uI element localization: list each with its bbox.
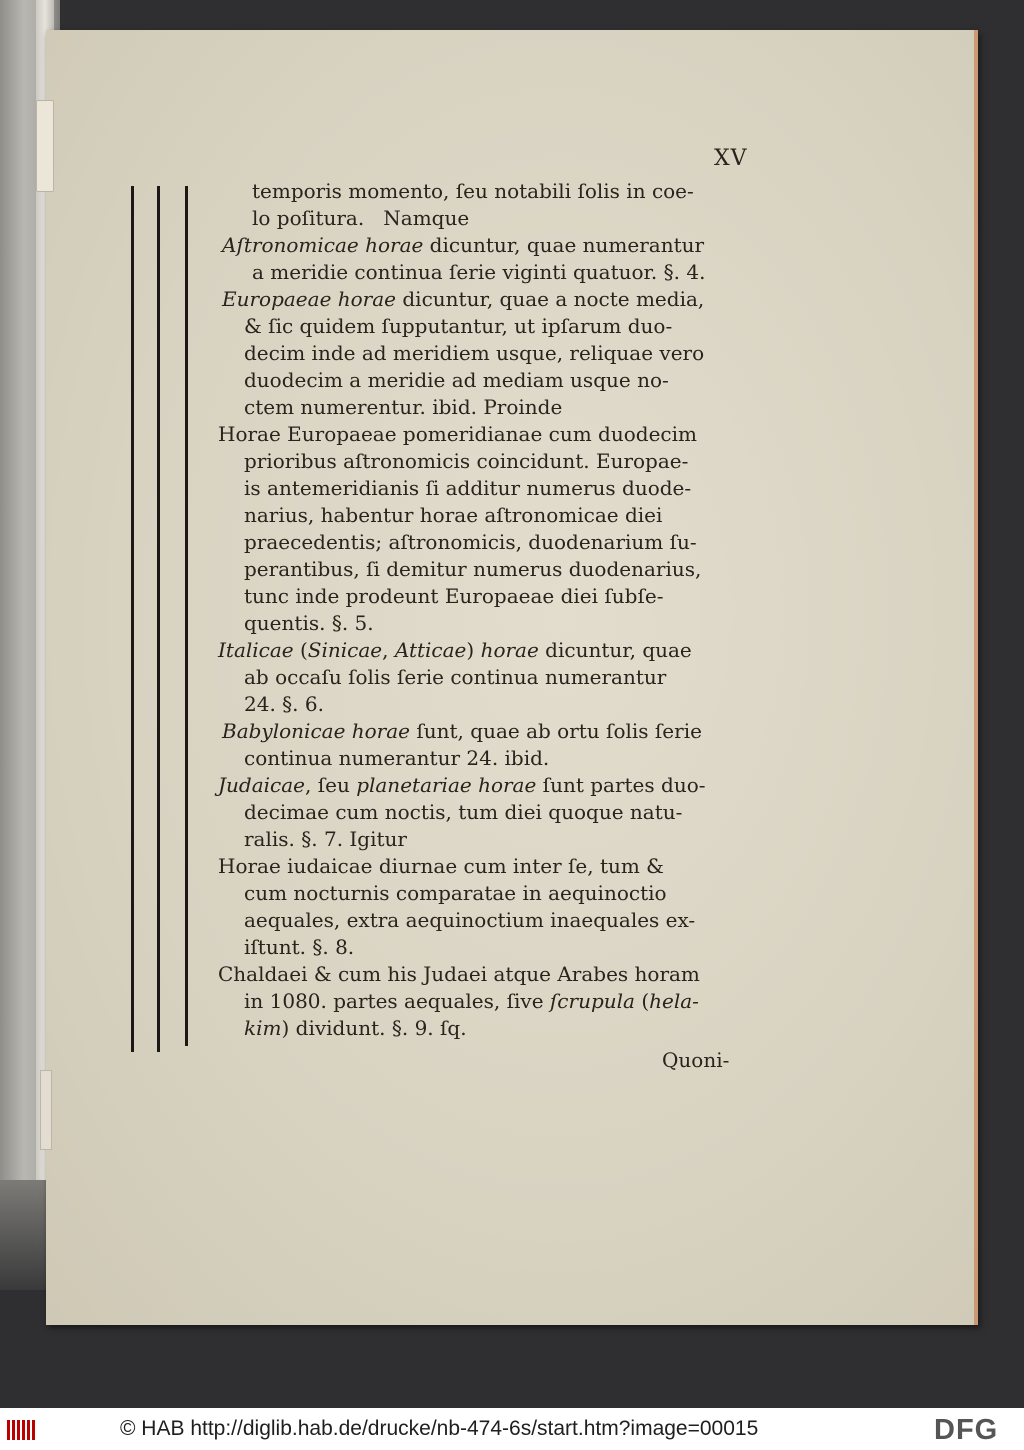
text-line (244, 934, 354, 961)
text-run: , ſeu (304, 773, 357, 797)
italic-term: planetariae horae (356, 773, 537, 797)
margin-rule (157, 186, 160, 1052)
copyright-credit: © HAB http://diglib.hab.de/drucke/nb-474-6s/start.htm?image=00015 (120, 1417, 759, 1440)
text-line (244, 340, 704, 367)
italic-term: hela- (649, 989, 699, 1013)
text-run: perantibus, ſi demitur numerus duodenarius, (244, 557, 702, 581)
text-line (218, 637, 692, 664)
text-run: prioribus aſtronomicis coincidunt. Europae- (244, 449, 689, 473)
text-line (244, 691, 324, 718)
italic-term: Babylonicae horae (222, 719, 410, 743)
dfg-logo: DFG (934, 1414, 999, 1446)
text-run: dicuntur, quae a nocte media, (396, 287, 705, 311)
page-marker-tab (36, 100, 54, 192)
text-run: tunc inde prodeunt Europaeae diei ſubſe- (244, 584, 664, 608)
text-run: , (382, 638, 395, 662)
text-run: dicuntur, quae numerantur (423, 233, 705, 257)
text-run: temporis momento, ſeu notabili ſolis in coe- (252, 179, 694, 203)
text-line (244, 664, 666, 691)
text-line (218, 961, 700, 988)
text-line (244, 502, 662, 529)
text-run: Chaldaei & cum his Judaei atque Arabes horam (218, 962, 700, 986)
text-line (244, 1015, 467, 1042)
text-run: praecedentis; aſtronomicis, duodenarium ſu- (244, 530, 697, 554)
italic-term: Aſtronomicae horae (222, 233, 424, 257)
text-run: a meridie continua ſerie viginti quatuor. §. 4. (252, 260, 706, 284)
text-line (218, 772, 706, 799)
text-line (222, 718, 702, 745)
text-line (222, 232, 704, 259)
text-run: quentis. §. 5. (244, 611, 374, 635)
text-line (218, 421, 697, 448)
text-line (244, 394, 562, 421)
text-line (244, 907, 695, 934)
footer-bar (0, 1408, 1024, 1450)
text-run: ) (466, 638, 481, 662)
page-number: XV (714, 146, 748, 171)
text-run: duodecim a meridie ad mediam usque no- (244, 368, 669, 392)
text-run: & ſic quidem ſupputantur, ut ipſarum duo- (244, 314, 673, 338)
text-line (244, 448, 688, 475)
page-clip (40, 1070, 52, 1150)
text-line (252, 178, 694, 205)
text-run: ) dividunt. §. 9. ſq. (281, 1016, 467, 1040)
text-run: Horae Europaeae pomeridianae cum duodecim (218, 422, 697, 446)
text-line (218, 853, 664, 880)
italic-term: ſcrupula (549, 989, 635, 1013)
text-run: ralis. §. 7. Igitur (244, 827, 407, 851)
text-run: ſunt partes duo- (536, 773, 706, 797)
text-line (244, 475, 691, 502)
text-line (244, 826, 407, 853)
text-line (244, 610, 374, 637)
margin-rule (131, 186, 134, 1052)
text-run: dicuntur, quae (538, 638, 692, 662)
italic-term: Atticae (394, 638, 467, 662)
text-run: Horae iudaicae diurnae cum inter ſe, tum & (218, 854, 664, 878)
text-run: continua numerantur 24. ibid. (244, 746, 550, 770)
text-run: ( (293, 638, 308, 662)
text-run: ab occaſu ſolis ſerie continua numerantur (244, 665, 667, 689)
text-line (244, 313, 672, 340)
catchword: Quoni- (662, 1048, 730, 1072)
italic-term: kim (244, 1016, 282, 1040)
text-line (244, 583, 663, 610)
text-line (244, 745, 549, 772)
hab-logo-icon (4, 1416, 40, 1444)
text-run: in 1080. partes aequales, ſive (244, 989, 550, 1013)
text-line (252, 259, 705, 286)
text-line (244, 367, 669, 394)
text-run: narius, habentur horae aſtronomicae diei (244, 503, 663, 527)
text-run: cum nocturnis comparatae in aequinoctio (244, 881, 667, 905)
text-run: decim inde ad meridiem usque, reliquae vero (244, 341, 705, 365)
text-run: 24. §. 6. (244, 692, 324, 716)
text-line (244, 556, 701, 583)
text-line (252, 205, 469, 232)
text-run: aequales, extra aequinoctium inaequales ex- (244, 908, 696, 932)
text-run: ctem numerentur. ibid. Proinde (244, 395, 563, 419)
italic-term: Europaeae horae (222, 287, 397, 311)
italic-term: Italicae (218, 638, 294, 662)
text-run: decimae cum noctis, tum diei quoque natu- (244, 800, 683, 824)
text-run: lo poſitura. Namque (252, 206, 470, 230)
text-run: is antemeridianis ſi additur numerus duode- (244, 476, 692, 500)
margin-rule (185, 186, 188, 1046)
text-line (244, 799, 682, 826)
text-line (244, 529, 697, 556)
text-line (222, 286, 704, 313)
text-run: iſtunt. §. 8. (244, 935, 355, 959)
italic-term: Sinicae (307, 638, 383, 662)
italic-term: horae (480, 638, 539, 662)
text-run: ( (634, 989, 650, 1013)
text-line (244, 988, 699, 1015)
italic-term: Judaicae (218, 773, 305, 797)
text-line (244, 880, 667, 907)
text-run: ſunt, quae ab ortu ſolis ſerie (410, 719, 702, 743)
